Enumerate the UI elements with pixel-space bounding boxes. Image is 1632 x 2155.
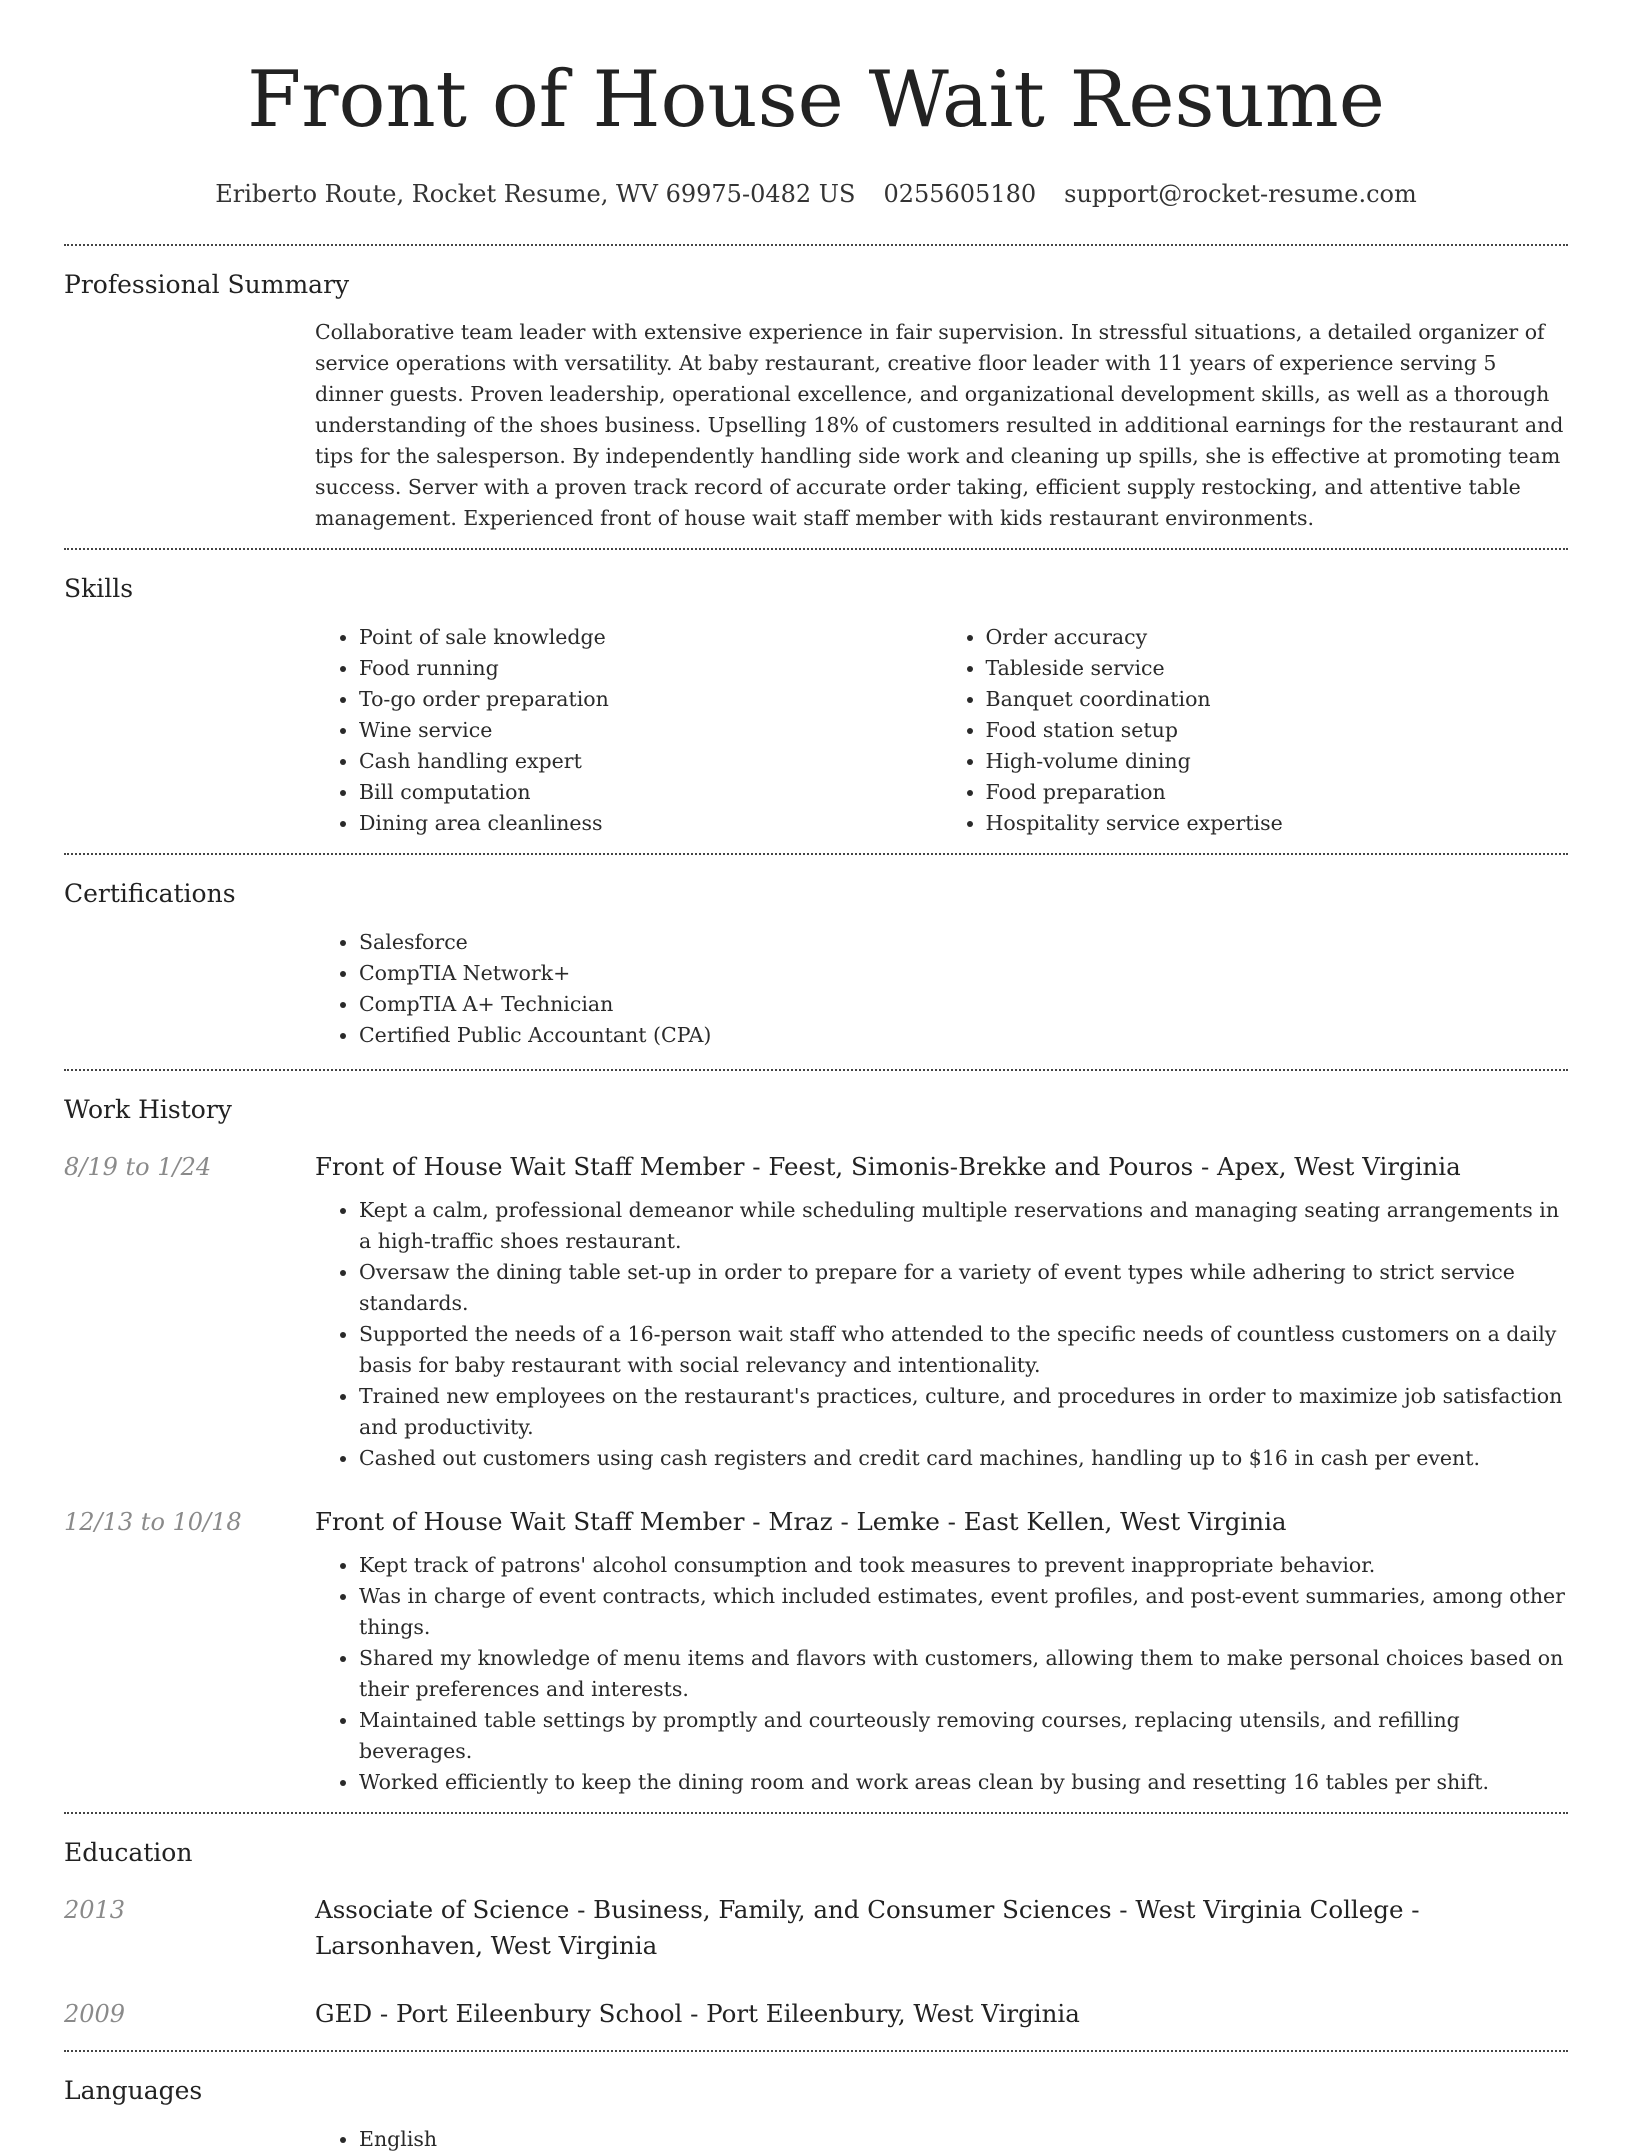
- job-duty: • Kept a calm, professional demeanor while scheduling multiple reservations and managing seating arrangements in a high-traffic shoes restaurant.: [359, 1195, 1568, 1257]
- professional-summary-section: [64, 246, 1568, 548]
- skill-item: • Banquet coordination: [986, 684, 1569, 715]
- skill-item: • Tableside service: [986, 653, 1569, 684]
- job-entry: [64, 1474, 1568, 1798]
- education-date: 2013: [64, 1896, 126, 1924]
- certification-item: • CompTIA Network+: [359, 958, 1568, 989]
- section-title-certifications: Certifications: [64, 879, 236, 908]
- job-duties-list: [315, 1550, 1568, 1798]
- skill-item: • Hospitality service expertise: [986, 808, 1569, 839]
- skills-grid: [315, 606, 1568, 853]
- job-duty: • Was in charge of event contracts, which included estimates, event profiles, and post-event summaries, among other things.: [359, 1581, 1568, 1643]
- section-title-work-history: Work History: [64, 1095, 232, 1124]
- skill-item: • Food running: [359, 653, 942, 684]
- skill-item: • Bill computation: [359, 777, 942, 808]
- skill-item: • Cash handling expert: [359, 746, 942, 777]
- skill-item: • Point of sale knowledge: [359, 622, 942, 653]
- work-history-section: [64, 1071, 1568, 1798]
- job-duty: • Trained new employees on the restaurant's practices, culture, and procedures in order to maximize job satisfaction and productivity.: [359, 1381, 1568, 1443]
- contact-email[interactable]: support@rocket-resume.com: [1064, 180, 1417, 208]
- skills-section: [64, 550, 1568, 853]
- summary-body: [315, 302, 1568, 548]
- job-entry: [64, 1127, 1568, 1474]
- job-duty: • Supported the needs of a 16-person wait staff who attended to the specific needs of countless customers on a daily basis for baby restaurant with social relevancy and intentionality.: [359, 1319, 1568, 1381]
- education-date: 2009: [64, 2000, 126, 2028]
- resume-title: Front of House Wait Resume: [247, 55, 1385, 145]
- education-entry: [64, 1870, 1568, 1964]
- job-duty: • Shared my knowledge of menu items and flavors with customers, allowing them to make personal choices based on their preferences and interests.: [359, 1643, 1568, 1705]
- section-title-languages: Languages: [64, 2076, 203, 2105]
- skill-item: • Order accuracy: [986, 622, 1569, 653]
- certifications-body: [315, 911, 1568, 1065]
- job-duty: • Cashed out customers using cash registers and credit card machines, handling up to $16 in cash per event.: [359, 1443, 1568, 1474]
- skill-item: • To-go order preparation: [359, 684, 942, 715]
- skills-list-right: [942, 622, 1569, 839]
- languages-list: [315, 2124, 1568, 2155]
- languages-body: [315, 2108, 1568, 2155]
- education-title: GED - Port Eileenbury School - Port Eileenbury, West Virginia: [315, 1999, 1080, 2028]
- certifications-section: [64, 855, 1568, 1065]
- certifications-list: [315, 927, 1568, 1051]
- skill-item: • Dining area cleanliness: [359, 808, 942, 839]
- certification-item: • Salesforce: [359, 927, 1568, 958]
- contact-address: Eriberto Route, Rocket Resume, WV 69975-0482 US: [215, 180, 856, 208]
- job-duties: [315, 1540, 1568, 1798]
- job-title: Front of House Wait Staff Member - Mraz - Lemke - East Kellen, West Virginia: [315, 1507, 1287, 1536]
- summary-text: Collaborative team leader with extensive experience in fair supervision. In stressful situations, a detailed organizer of service operations with versatility. At baby restaurant, creative floor leader with 11 years of experience serving 5 dinner guests. Proven leadership, operational excellence, and organizational development skills, as well as a thorough understanding of the shoes business. Upselling 18% of customers resulted in additional earnings for the restaurant and tips for the salesperson. By independently handling side work and cleaning up spills, she is effective at promoting team success. Server with a proven track record of accurate order taking, efficient supply restocking, and attentive table management. Experienced front of house wait staff member with kids restaurant environments.: [315, 320, 1564, 530]
- job-duty: • Worked efficiently to keep the dining room and work areas clean by busing and resetting 16 tables per shift.: [359, 1767, 1568, 1798]
- job-duties: [315, 1185, 1568, 1474]
- skill-item: • Food station setup: [986, 715, 1569, 746]
- education-title: Associate of Science - Business, Family, and Consumer Sciences - West Virginia College - Larsonhaven, West Virginia: [315, 1895, 1420, 1960]
- section-title-education: Education: [64, 1838, 193, 1867]
- skill-item: • High-volume dining: [986, 746, 1569, 777]
- education-entry: [64, 1964, 1568, 2032]
- skill-item: • Wine service: [359, 715, 942, 746]
- job-duty: • Maintained table settings by promptly and courteously removing courses, replacing utensils, and refilling beverages.: [359, 1705, 1568, 1767]
- languages-section: [64, 2052, 1568, 2155]
- skills-list-left: [315, 622, 942, 839]
- section-title-skills: Skills: [64, 574, 134, 603]
- resume-header: [64, 0, 1568, 210]
- job-duty: • Oversaw the dining table set-up in order to prepare for a variety of event types while adhering to strict service standards.: [359, 1257, 1568, 1319]
- education-section: [64, 1814, 1568, 2032]
- certification-item: • Certified Public Accountant (CPA): [359, 1020, 1568, 1051]
- certification-item: • CompTIA A+ Technician: [359, 989, 1568, 1020]
- job-duty: • Kept track of patrons' alcohol consumption and took measures to prevent inappropriate behavior.: [359, 1550, 1568, 1581]
- job-title: Front of House Wait Staff Member - Feest, Simonis-Brekke and Pouros - Apex, West Virginia: [315, 1152, 1461, 1181]
- contact-line: [64, 178, 1568, 210]
- section-title-summary: Professional Summary: [64, 270, 350, 299]
- job-duties-list: [315, 1195, 1568, 1474]
- language-item: • English: [359, 2124, 1568, 2155]
- job-dates: 12/13 to 10/18: [64, 1508, 242, 1536]
- contact-phone: 0255605180: [883, 180, 1037, 208]
- skill-item: • Food preparation: [986, 777, 1569, 808]
- job-dates: 8/19 to 1/24: [64, 1153, 212, 1181]
